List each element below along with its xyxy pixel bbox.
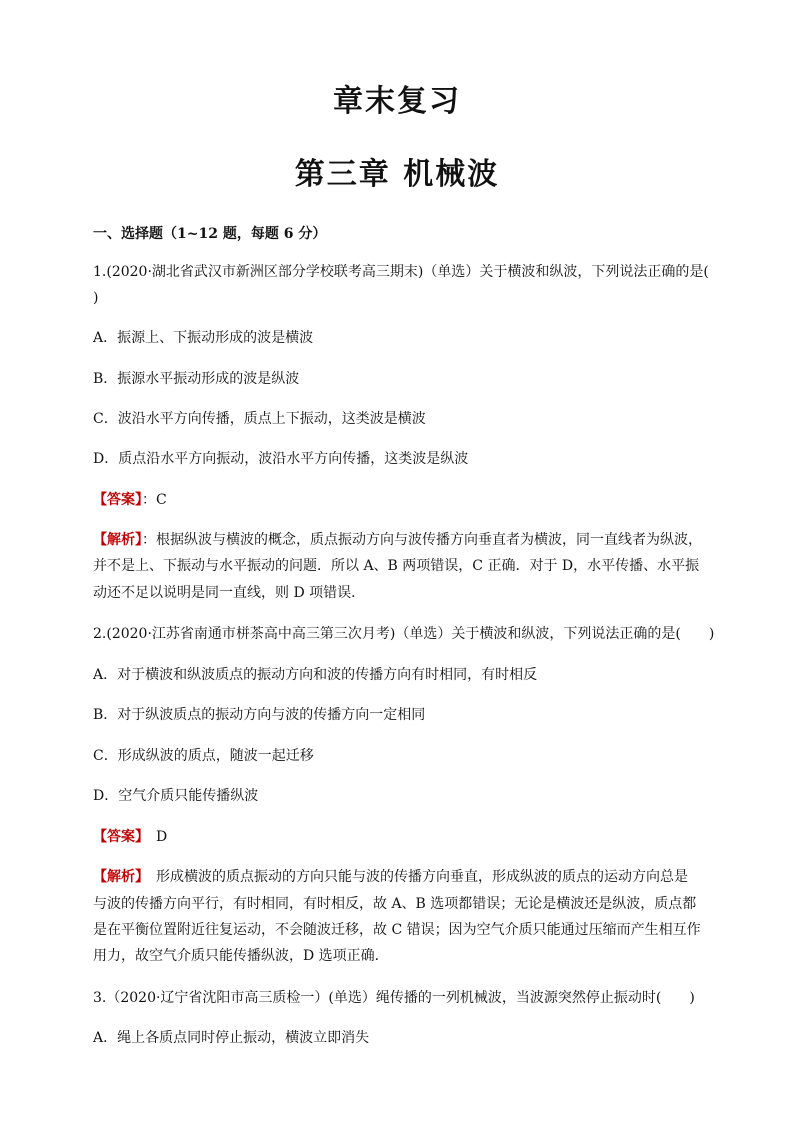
page-title: 章末复习: [333, 84, 461, 119]
answer-label: 【答案】: [93, 829, 142, 845]
question-1-analysis-line-1: [93, 530, 702, 550]
question-3-option-a: A．绳上各质点同时停止振动，横波立即消失: [93, 1030, 370, 1046]
question-2-option-d: D．空气介质只能传播纵波: [93, 788, 259, 804]
question-2-option-c: C．形成纵波的质点，随波一起迁移: [93, 748, 314, 764]
question-1-analysis-line-3: 动还不足以说明是同一直线，则 D 项错误．: [93, 585, 366, 601]
question-2-analysis-line-1: [93, 867, 688, 887]
question-2-analysis-line-4: 用力，故空气介质只能传播纵波，D 选项正确．: [93, 948, 389, 964]
question-1-analysis-line-2: 并不是上、下振动与水平振动的问题．所以 A、B 两项错误，C 正确．对于 D，水平传播、水平振: [93, 558, 700, 574]
question-1-option-a: A．振源上、下振动形成的波是横波: [93, 330, 314, 346]
question-1-stem: 1.(2020·湖北省武汉市新洲区部分学校联考高三期末)（单选）关于横波和纵波，下列说法正确的是(: [93, 264, 709, 280]
question-1-answer: [93, 490, 167, 510]
answer-text: D: [142, 829, 168, 845]
analysis-label: 【解析】: [93, 532, 142, 548]
question-1-stem-continued: ): [93, 290, 99, 306]
question-1-option-c: C．波沿水平方向传播，质点上下振动，这类波是横波: [93, 411, 426, 427]
question-1-option-b: B．振源水平振动形成的波是纵波: [93, 371, 300, 387]
question-2-answer: [93, 827, 167, 847]
question-1-option-d: D．质点沿水平方向振动，波沿水平方向传播，这类波是纵波: [93, 451, 469, 467]
question-2-analysis-line-3: 是在平衡位置附近往复运动，不会随波迁移，故 C 错误；因为空气介质只能通过压缩而产生相互作: [93, 922, 701, 938]
analysis-text: ：根据纵波与横波的概念，质点振动方向与波传播方向垂直者为横波，同一直线者为纵波，: [142, 532, 702, 548]
question-2-option-a: A．对于横波和纵波质点的振动方向和波的传播方向有时相同，有时相反: [93, 667, 538, 683]
question-2-analysis-line-2: 与波的传播方向平行，有时相同，有时相反，故 A、B 选项都错误；无论是横波还是纵波，质点都: [93, 896, 697, 912]
chapter-title: 第三章 机械波: [294, 157, 500, 192]
question-2-option-b: B．对于纵波质点的振动方向与波的传播方向一定相同: [93, 707, 426, 723]
answer-text: ：C: [142, 492, 167, 508]
answer-label: 【答案】: [93, 492, 142, 508]
analysis-label: 【解析】: [93, 869, 142, 885]
analysis-text: 形成横波的质点振动的方向只能与波的传播方向垂直，形成纵波的质点的运动方向总是: [142, 869, 688, 885]
question-3-stem: 3.（2020·辽宁省沈阳市高三质检一）(单选）绳传播的一列机械波，当波源突然停止振动时( ): [93, 990, 695, 1006]
question-2-stem: 2.(2020·江苏省南通市栟茶高中高三第三次月考)（单选）关于横波和纵波，下列说法正确的是( ): [93, 626, 715, 642]
section-heading: 一、选择题（1~12 题，每题 6 分）: [93, 226, 327, 242]
